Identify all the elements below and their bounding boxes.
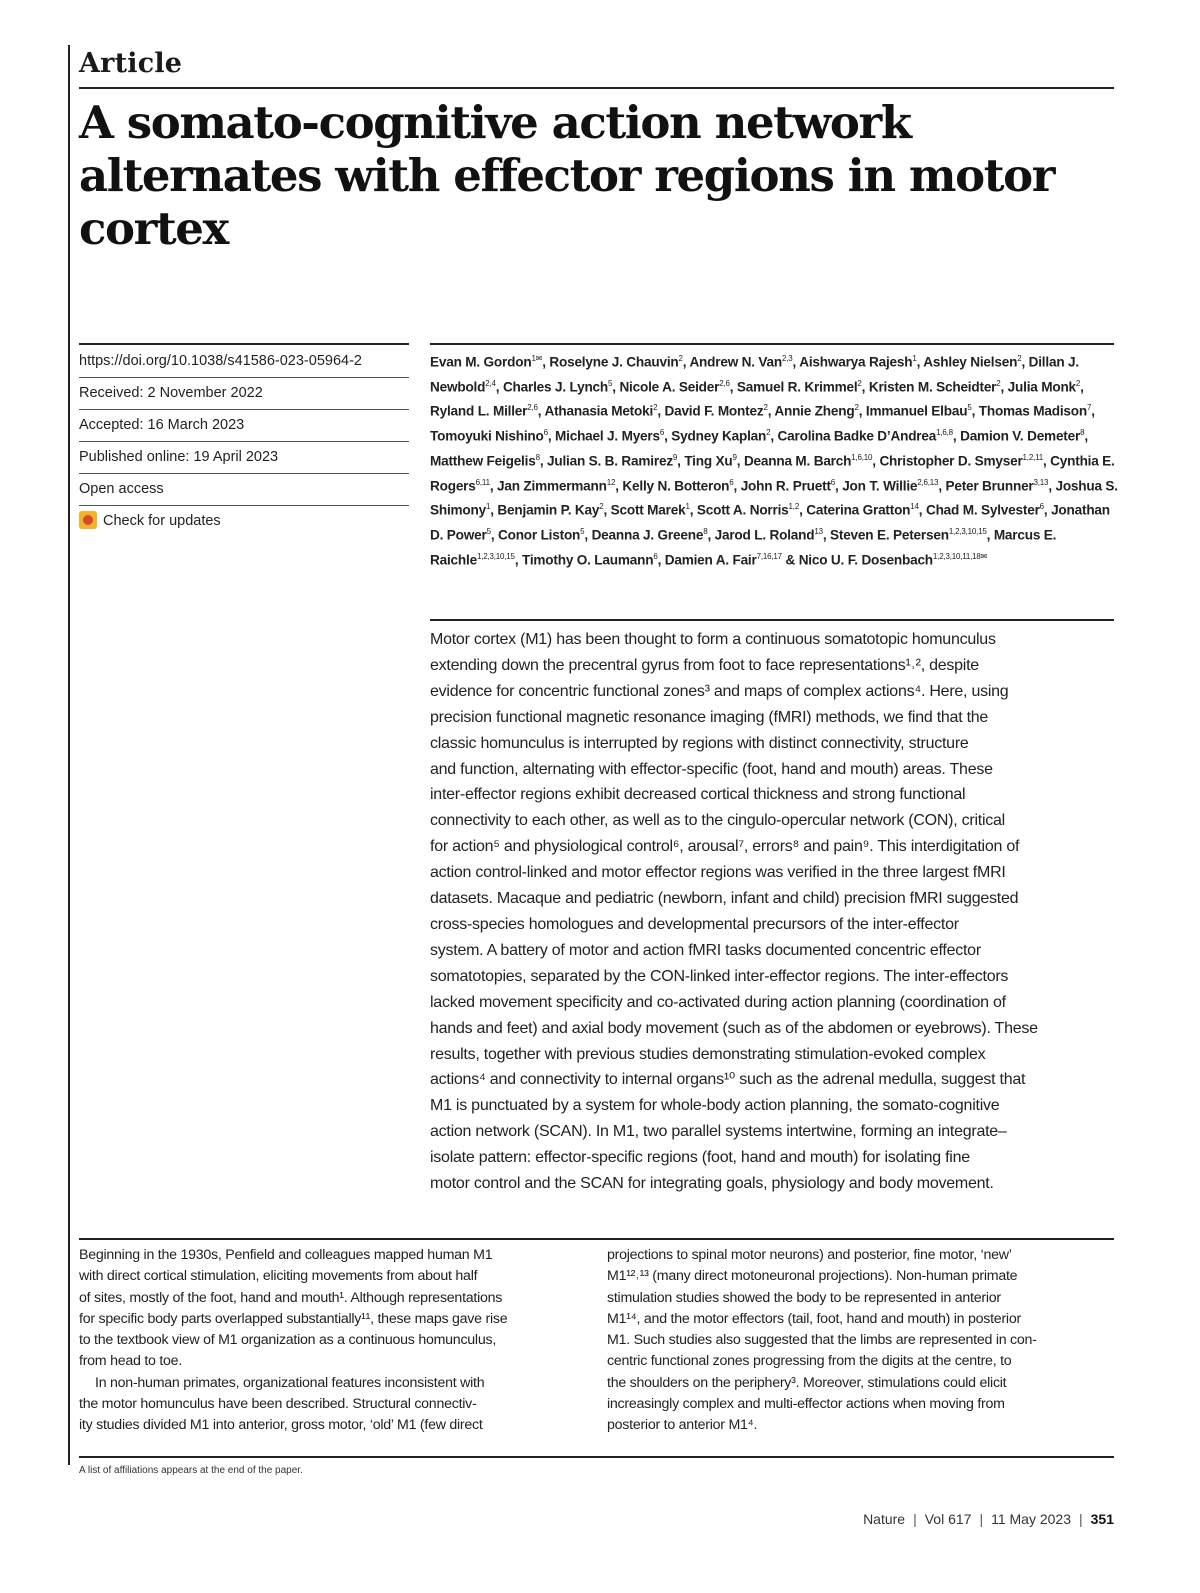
author-name: Jon T. Willie [842, 478, 918, 494]
body-text-line: Beginning in the 1930s, Penfield and colleagues mapped human M1 [79, 1247, 493, 1263]
check-updates-label: Check for updates [103, 513, 221, 529]
body-text-line: for specific body parts overlapped substantially¹¹, these maps gave rise [79, 1310, 508, 1327]
body-text-line: centric functional zones progressing from the digits at the centre, to [607, 1353, 1012, 1370]
author-name: Caterina Gratton [806, 502, 911, 518]
author-name: David F. Montez [664, 404, 764, 419]
author-name: Carolina Badke D’Andrea [777, 428, 937, 444]
author-affiliation: 3,13 [1033, 477, 1049, 487]
body-text-line: with direct cortical stimulation, eliciting movements from about half [79, 1268, 478, 1285]
published-date: Published online: 19 April 2023 [79, 442, 409, 474]
abstract [430, 627, 1116, 1197]
author-name: Timothy O. Laumann [521, 552, 654, 568]
author-name: Jonathan D. Power [430, 502, 1110, 543]
author-affiliation: 14 [910, 502, 919, 512]
author-affiliation: 6 [543, 428, 548, 438]
author-affiliation: 2 [766, 428, 771, 438]
abstract-line: datasets. Macaque and pediatric (newborn, infant and child) precision fMRI suggested [430, 890, 1019, 908]
author-name: Dillan J. Newbold [430, 354, 1079, 395]
title-line: alternates with effector regions in motor [79, 149, 1055, 202]
article-metadata [79, 346, 409, 537]
author-name: Christopher D. Smyser [879, 453, 1023, 469]
author-name: John R. Pruett [740, 478, 831, 494]
author-affiliation: 5 [967, 403, 972, 413]
author-affiliation: 1,2,11 [1022, 452, 1043, 462]
author-affiliation: 1,6,10 [851, 452, 873, 462]
title-line: A somato-cognitive action network [79, 96, 911, 149]
author-affiliation: 6 [830, 477, 836, 487]
author-name: Annie Zheng [774, 404, 855, 419]
author-affiliation: 1,2 [788, 502, 800, 512]
check-updates-icon [79, 511, 97, 529]
author-affiliation: 6 [1039, 502, 1044, 512]
volume: Vol 617 [924, 1511, 972, 1527]
author-affiliation: 8 [703, 527, 708, 537]
abstract-line: action network (SCAN). In M1, two parallel systems intertwine, forming an integrate– [430, 1123, 1007, 1141]
body-text-line: the motor homunculus have been described. Structural connectiv- [79, 1396, 477, 1413]
author-affiliation: 1✉ [531, 354, 543, 363]
author-name: Nico U. F. Dosenbach [798, 552, 933, 568]
author-affiliation: 1,2,3,10,15 [476, 551, 515, 561]
author-name: Kelly N. Botteron [622, 478, 730, 494]
author-affiliation: 2,4 [485, 378, 496, 388]
author-affiliation: 13 [814, 527, 823, 537]
abstract-line: results, together with previous studies demonstrating stimulation-evoked complex [430, 1045, 986, 1063]
body-column-right [607, 1245, 1117, 1437]
author-affiliation: 6,11 [475, 477, 490, 487]
doi-link[interactable]: https://doi.org/10.1038/s41586-023-05964-2 [79, 346, 409, 378]
author-name: Ashley Nielsen [923, 354, 1018, 370]
author-name: Samuel R. Krimmel [736, 379, 858, 395]
author-name: Steven E. Petersen [830, 527, 949, 543]
author-affiliation: 1 [912, 354, 917, 363]
abstract-line: actions⁴ and connectivity to internal organs¹⁰ such as the adrenal medulla, suggest that [430, 1071, 1026, 1089]
paper-title [79, 96, 1119, 255]
author-name: Scott Marek [610, 502, 686, 518]
abstract-line: hands and feet) and axial body movement (such as of the abdomen or eyebrows). These [430, 1019, 1038, 1037]
author-affiliation: 1,6,8 [936, 428, 953, 438]
check-for-updates-button[interactable] [79, 506, 409, 537]
issue-date: 11 May 2023 [991, 1511, 1071, 1527]
author-name: Michael J. Myers [555, 428, 660, 444]
body-text-line: of sites, mostly of the foot, hand and mouth¹. Although representations [79, 1289, 503, 1306]
author-affiliation: 7,16,17 [756, 551, 782, 561]
author-affiliation: 2 [678, 354, 683, 363]
abstract-line: inter-effector regions exhibit decreased cortical thickness and strong functional [430, 786, 966, 804]
author-affiliation: 6 [653, 551, 658, 561]
author-name: Conor Liston [497, 527, 581, 543]
author-affiliation: 2 [857, 378, 862, 388]
author-affiliation: 5 [580, 527, 585, 537]
author-name: Nicole A. Seider [619, 379, 720, 395]
author-name: Athanasia Metoki [544, 404, 654, 419]
author-name: Matthew Feigelis [430, 453, 536, 469]
author-name: Joshua S. Shimony [430, 478, 1118, 518]
author-name: Kristen M. Scheidter [868, 379, 997, 395]
page-footer: Nature | Vol 617 | 11 May 2023 | 351 [863, 1511, 1114, 1527]
abstract-line: evidence for concentric functional zones³ and maps of complex actions⁴. Here, using [430, 682, 1009, 700]
author-name: Damion V. Demeter [960, 428, 1081, 444]
author-affiliation: 9 [732, 452, 737, 462]
author-name: Charles J. Lynch [502, 379, 609, 395]
abstract-top-rule [430, 619, 1114, 621]
author-name: Andrew N. Van [689, 354, 783, 370]
author-affiliation: 2,6,13 [917, 477, 939, 487]
author-affiliation: 8 [1080, 428, 1085, 438]
author-affiliation: 2,6 [719, 378, 730, 388]
header-rule [79, 87, 1114, 89]
author-name: Peter Brunner [945, 478, 1034, 494]
body-text-line: In non-human primates, organizational features inconsistent with [95, 1374, 485, 1391]
author-name: Damien A. Fair [664, 552, 757, 568]
received-date: Received: 2 November 2022 [79, 378, 409, 410]
author-affiliation: 2 [599, 502, 604, 512]
author-affiliation: 6 [659, 428, 665, 438]
abstract-line: for action⁵ and physiological control⁶, arousal⁷, errors⁸ and pain⁹. This interdigitation of [430, 838, 1020, 856]
author-name: Chad M. Sylvester [925, 502, 1040, 518]
body-text-line: stimulation studies showed the body to be represented in anterior [607, 1289, 1001, 1306]
left-margin-bar [68, 45, 70, 1465]
body-text-line: projections to spinal motor neurons) and posterior, fine motor, ‘new’ [607, 1247, 1012, 1263]
author-name: Cynthia E. Rogers [430, 453, 1115, 494]
abstract-line: action control-linked and motor effector regions was verified in the three largest fMRI [430, 864, 1006, 882]
author-affiliation: 1 [685, 502, 690, 512]
author-affiliation: 7 [1086, 403, 1092, 413]
author-affiliation: 2 [763, 403, 768, 413]
abstract-line: somatotopies, separated by the CON-linked inter-effector regions. The inter-effectors [430, 967, 1009, 985]
abstract-line: and function, alternating with effector-specific (foot, hand and mouth) areas. These [430, 760, 993, 778]
abstract-line: lacked movement specificity and co-activated during action planning (coordination of [430, 993, 1006, 1011]
body-text-line: M1. Such studies also suggested that the limbs are represented in con- [607, 1332, 1037, 1349]
author-affiliation: 2 [854, 403, 859, 413]
author-affiliation: 6 [729, 477, 734, 487]
meta-top-rule [79, 343, 409, 345]
author-affiliation: 2 [653, 403, 658, 413]
body-text-line: posterior to anterior M1⁴. [607, 1417, 758, 1434]
author-affiliation: 1,2,3,10,11,18✉ [932, 551, 988, 561]
author-affiliation: 2 [1017, 354, 1022, 363]
abstract-line: connectivity to each other, as well as to the cingulo-opercular network (CON), critical [430, 812, 1005, 830]
author-affiliation: 1,2,3,10,15 [948, 527, 987, 537]
author-name: Marcus E. Raichle [430, 527, 1057, 568]
journal-name: Nature [863, 1511, 906, 1527]
footnote-rule [79, 1456, 1114, 1458]
author-affiliation: 2 [996, 378, 1001, 388]
accepted-date: Accepted: 16 March 2023 [79, 410, 409, 442]
author-name: Scott A. Norris [696, 502, 789, 518]
author-name: Julia Monk [1007, 379, 1076, 395]
author-affiliation: 9 [672, 452, 678, 462]
author-name: Aishwarya Rajesh [799, 354, 913, 370]
author-name: Ting Xu [684, 453, 733, 469]
author-affiliation: 1 [486, 502, 491, 512]
body-text-line: ity studies divided M1 into anterior, gross motor, ‘old’ M1 (few direct [79, 1417, 483, 1434]
abstract-line: motor control and the SCAN for integrating goals, physiology and body movement. [430, 1175, 994, 1193]
open-access-label: Open access [79, 474, 409, 506]
abstract-line: Motor cortex (M1) has been thought to form a continuous somatotopic homunculus [430, 631, 996, 648]
author-list: Evan M. Gordon$^{1✉}$, Roselyne J. Chauvin$^2$, Andrew N. Van$^{2,3}$, Aishwarya Rajesh$^1$, Ashley Nielsen$^2$, Dillan J. Newbold$^{2,4}$, Charles J. Lynch$^5$, Nicole A. Seider$^{2,6}$, Samuel R. Krimmel$^2$, Kristen M. Scheidter$^2$, Julia Monk$^2$, Ryland L. Miller$^{2,6}$, Athanasia Metoki$^2$, David F. Montez$^2$, Annie Zheng$^2$, Immanuel Elbau$^5$, Thomas Madison$^7$, Tomoyuki Nishino$^6$, Michael J. Myers$^6$, Sydney Kaplan$^2$, Carolina Badke D’Andrea$^{1,6,8}$, Damion V. Demeter$^8$, Matthew Feigelis$^8$, Julian S. B. Ramirez$^9$, Ting Xu$^9$, Deanna M. Barch$^{1,6,10}$, Christopher D. Smyser$^{1,2,11}$, Cynthia E. Rogers$^{6,11}$, Jan Zimmermann$^{12}$, Kelly N. Botteron$^6$, John R. Pruett$^6$, Jon T. Willie$^{2,6,13}$, Peter Brunner$^{3,13}$, Joshua S. Shimony$^1$, Benjamin P. Kay$^2$, Scott Marek$^1$, Scott A. Norris$^{1,2}$, Caterina Gratton$^{14}$, Chad M. Sylvester$^6$, Jonathan D. Power$^5$, Conor Liston$^5$, Deanna J. Greene$^8$, Jarod L. Roland$^{13}$, Steven E. Petersen$^{1,2,3,10,15}$, Marcus E. Raichle$^{1,2,3,10,15}$, Timothy O. Laumann$^6$, Damien A. Fair$^{7,16,17}$ & Nico U. F. Dosenbach$^{1,2,3,10,11,18✉}$ [430, 354, 1118, 568]
abstract-line: cross-species homologues and developmental precursors of the inter-effector [430, 915, 959, 933]
abstract-line: system. A battery of motor and action fMRI tasks documented concentric effector [430, 941, 981, 959]
author-name: Thomas Madison [978, 404, 1087, 419]
author-name: Roselyne J. Chauvin [549, 354, 679, 370]
author-name: Benjamin P. Kay [497, 502, 600, 518]
body-column-left [79, 1245, 589, 1437]
author-affiliation: 2,3 [782, 354, 793, 363]
author-affiliation: 8 [535, 452, 540, 462]
author-affiliation: 12 [606, 477, 616, 487]
abstract-line: M1 is punctuated by a system for whole-body action planning, the somato-cognitive [430, 1097, 1000, 1115]
abstract-line: extending down the precentral gyrus from foot to face representations¹˒², despite [430, 656, 979, 674]
author-name: Jan Zimmermann [496, 478, 607, 494]
author-affiliation: 5 [608, 378, 613, 388]
author-name: Deanna M. Barch [743, 453, 852, 469]
author-affiliation: 5 [486, 527, 491, 537]
authors-top-rule [430, 343, 1114, 345]
body-text-line: increasingly complex and multi-effector actions when moving from [607, 1396, 1005, 1413]
body-text-line: M1¹²˒¹³ (many direct motoneuronal projections). Non-human primate [607, 1268, 1018, 1285]
author-name: Immanuel Elbau [865, 404, 968, 419]
author-affiliation: 2 [1075, 378, 1081, 388]
abstract-line: classic homunculus is interrupted by regions with distinct connectivity, structure [430, 734, 969, 752]
page-number: 351 [1090, 1511, 1114, 1527]
author-affiliation: 2,6 [527, 403, 538, 413]
body-text-line: the shoulders on the periphery³. Moreover, stimulations could elicit [607, 1374, 1007, 1391]
author-name: Deanna J. Greene [591, 527, 704, 543]
article-type-label: Article [79, 48, 183, 79]
body-text-line: M1¹⁴, and the motor effectors (tail, foot, hand and mouth) in posterior [607, 1310, 1021, 1327]
body-text-line: from head to toe. [79, 1353, 183, 1370]
affiliations-footnote: A list of affiliations appears at the end of the paper. [79, 1465, 303, 1476]
body-top-rule [79, 1238, 1114, 1240]
title-line: cortex [79, 202, 228, 255]
author-name: Ryland L. Miller [430, 404, 528, 419]
author-name: Sydney Kaplan [671, 428, 767, 444]
author-name: Tomoyuki Nishino [430, 428, 544, 444]
author-name: Jarod L. Roland [714, 527, 815, 543]
author-name: Evan M. Gordon [430, 354, 532, 370]
body-text-line: to the textbook view of M1 organization as a continuous homunculus, [79, 1332, 497, 1349]
abstract-line: precision functional magnetic resonance imaging (fMRI) methods, we find that the [430, 708, 989, 726]
author-name: Julian S. B. Ramirez [546, 453, 673, 469]
abstract-line: isolate pattern: effector-specific regions (foot, hand and mouth) for isolating fine [430, 1149, 970, 1167]
